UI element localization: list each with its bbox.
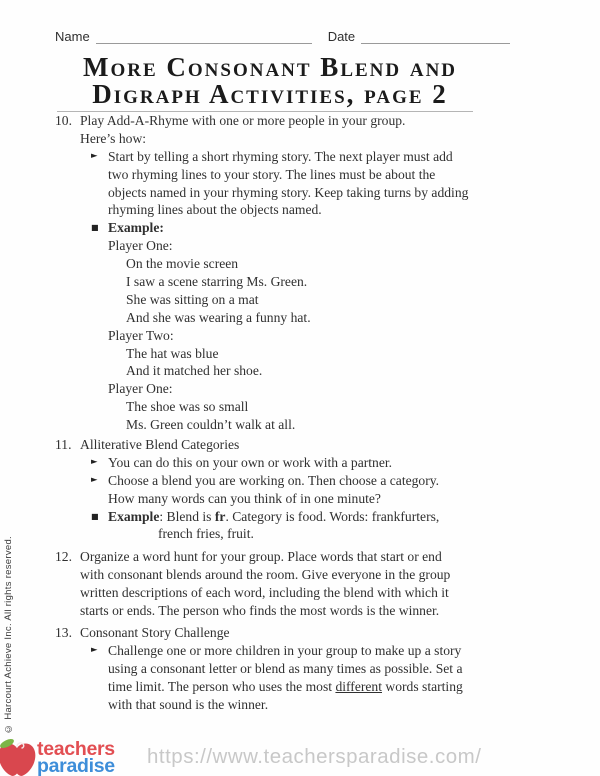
text-line: using a consonant letter or blend as many times as possible. Set a [108, 660, 463, 676]
example-line [0, 219, 600, 237]
activity-item-13 [0, 624, 600, 713]
activities-list [0, 112, 600, 713]
copyright-text: © Harcourt Achieve Inc. All rights reserved. [3, 536, 14, 734]
bullet-line: ► You can do this on your own or work with a partner. [91, 454, 393, 470]
underlined-word: different [335, 678, 382, 694]
page-title [50, 54, 490, 108]
text-line: 11. Alliterative Blend Categories [55, 437, 240, 453]
page-title-line1: More Consonant Blend and [82, 52, 458, 82]
logo-wordmark [37, 738, 115, 776]
poem-line: On the movie screen [126, 256, 239, 272]
activity-item-11 [0, 436, 600, 543]
text-line: Here’s how: [80, 130, 147, 146]
activity-item-10 [0, 112, 600, 434]
text-line: 10. Play Add-A-Rhyme with one or more people in your group. [55, 113, 406, 128]
text-line: How many words can you think of in one minute? [108, 490, 381, 506]
square-bullet-icon: ■ [91, 511, 99, 521]
item-number: 10. [55, 113, 72, 128]
speaker-line: Player Two: [108, 327, 174, 343]
text-line: french fries, fruit. [158, 526, 254, 542]
logo-word-paradise: paradise [37, 754, 115, 776]
apple-logo-icon [0, 737, 37, 776]
bullet-line: ► Choose a blend you are working on. Then choose a category. [91, 472, 440, 488]
text-line: objects named in your rhyming story. Keep taking turns by adding [108, 184, 469, 200]
example-label: Example: [108, 220, 164, 236]
text-line: starts or ends. The person who finds the most words is the winner. [80, 603, 440, 619]
text-line: rhyming lines about the objects named. [108, 202, 322, 218]
poem-line: And it matched her shoe. [126, 363, 263, 379]
poem-line: I saw a scene starring Ms. Green. [126, 274, 308, 290]
poem-line: And she was wearing a funny hat. [126, 309, 311, 325]
text-line: with that sound is the winner. [108, 696, 269, 712]
activity-item-12 [0, 548, 600, 620]
text-line: 13. Consonant Story Challenge [55, 624, 230, 640]
text-line: with consonant blends around the room. Give everyone in the group [80, 567, 451, 583]
triangle-bullet-icon: ► [91, 474, 98, 485]
text-line: two rhyming lines to your story. The lines must be about the [108, 166, 436, 182]
name-date-row [55, 26, 510, 44]
triangle-bullet-icon: ► [91, 644, 98, 655]
poem-line: The hat was blue [126, 345, 219, 361]
date-fill-line [361, 29, 510, 44]
item-number: 12. [55, 549, 72, 565]
footer [0, 731, 600, 776]
logo-word-teachers: teachers [37, 738, 115, 760]
item-number: 13. [55, 624, 72, 640]
item-number: 11. [55, 437, 72, 453]
name-fill-line [96, 29, 312, 44]
website-url: https://www.teachersparadise.com/ [147, 745, 482, 768]
date-label: Date [327, 29, 356, 44]
poem-line: She was sitting on a mat [126, 291, 259, 307]
example-label: Example [108, 508, 160, 524]
text-line: written descriptions of each word, including the blend with which it [80, 585, 449, 601]
example-line: ■ Example: Blend is fr. Category is food. Words: frankfurters, [91, 508, 440, 524]
page-title-line2: Digraph Activities, page 2 [92, 79, 448, 109]
poem-line: Ms. Green couldn’t walk at all. [126, 417, 296, 433]
poem-line: The shoe was so small [126, 399, 249, 415]
text-line: time limit. The person who uses the most different words starting [108, 678, 463, 694]
square-bullet-icon: ■ [91, 223, 99, 233]
bullet-line: ► Challenge one or more children in your group to make up a story [91, 642, 462, 658]
bullet-line: ► Start by telling a short rhyming story. The next player must add [91, 148, 453, 164]
triangle-bullet-icon: ► [91, 456, 98, 467]
triangle-bullet-icon: ► [91, 150, 98, 161]
name-label: Name [55, 29, 90, 44]
blend-bold: fr [214, 508, 226, 524]
speaker-line: Player One: [108, 238, 173, 254]
text-line: 12. Organize a word hunt for your group. Place words that start or end [55, 549, 442, 565]
speaker-line: Player One: [108, 381, 173, 397]
